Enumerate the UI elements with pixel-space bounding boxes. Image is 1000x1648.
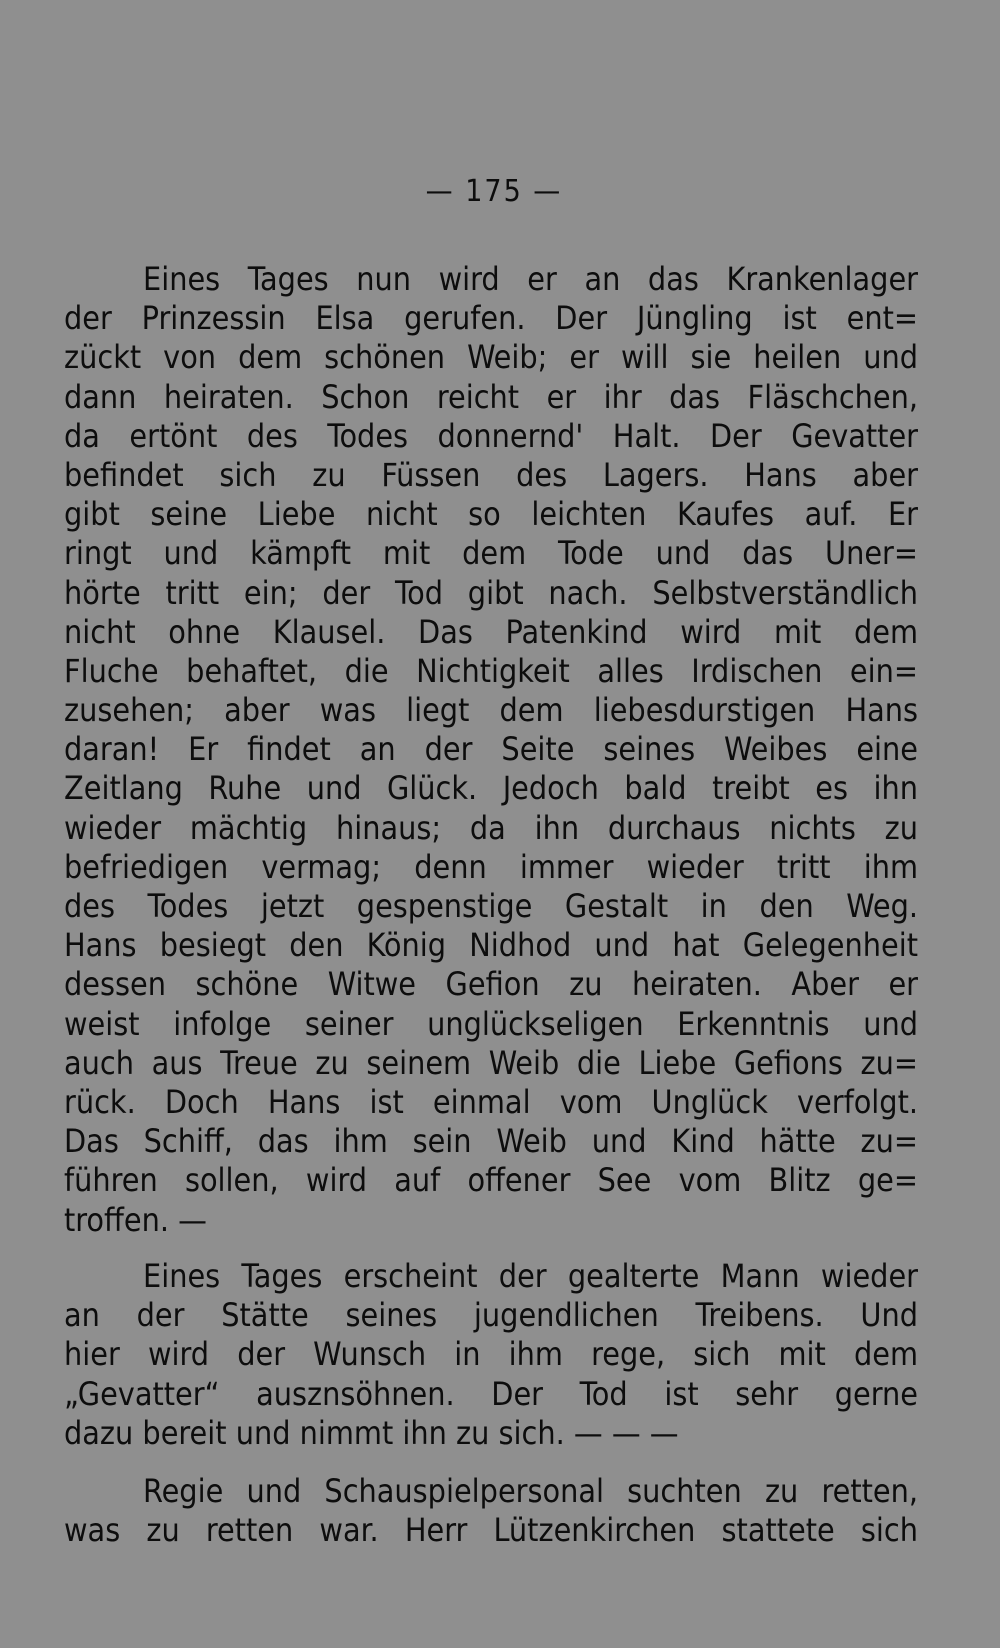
text-line: Das Schiff, das ihm sein Weib und Kind hätte zu= — [64, 1122, 918, 1161]
text-line: an der Stätte seines jugendlichen Treibens. Und — [64, 1296, 918, 1335]
text-line: weist infolge seiner unglückseligen Erkenntnis und — [64, 1004, 918, 1043]
text-line: Regie und Schauspielpersonal suchten zu retten, — [143, 1472, 918, 1510]
text-line: daran! Er findet an der Seite seines Weibes eine — [64, 730, 918, 769]
text-line: da ertönt des Todes donnernd' Halt. Der Gevatter — [64, 416, 918, 455]
text-line: befindet sich zu Füssen des Lagers. Hans aber — [64, 455, 918, 494]
text-line: hier wird der Wunsch in ihm rege, sich mit dem — [64, 1335, 918, 1374]
text-line: des Todes jetzt gespenstige Gestalt in den Weg. — [64, 887, 918, 925]
text-line: Zeitlang Ruhe und Glück. Jedoch bald treibt es ihn — [64, 769, 918, 808]
text-line: zusehen; aber was liegt dem liebesdurstigen Hans — [64, 691, 918, 730]
text-line: Eines Tages erscheint der gealterte Mann wieder — [143, 1257, 918, 1295]
text-line: dessen schöne Witwe Gefion zu heiraten. Aber er — [64, 965, 918, 1004]
text-line: dann heiraten. Schon reicht er ihr das Fläschchen, — [64, 377, 918, 416]
text-line: dazu bereit und nimmt ihn zu sich. — — — — [64, 1413, 679, 1452]
text-line: rück. Doch Hans ist einmal vom Unglück verfolgt. — [64, 1082, 918, 1121]
text-line: auch aus Treue zu seinem Weib die Liebe Gefions zu= — [64, 1043, 918, 1082]
paragraph-2 — [64, 1257, 918, 1453]
text-line: was zu retten war. Herr Lützenkirchen stattete sich — [64, 1511, 918, 1550]
text-line: zückt von dem schönen Weib; er will sie heilen und — [64, 338, 918, 377]
text-line: „Gevatter“ ausznsöhnen. Der Tod ist sehr gerne — [64, 1374, 918, 1413]
page-number: — 175 — — [425, 174, 563, 209]
paragraph-1 — [64, 260, 918, 1240]
text-line: befriedigen vermag; denn immer wieder tritt ihm — [64, 847, 918, 886]
text-line: gibt seine Liebe nicht so leichten Kaufes auf. Er — [64, 495, 918, 534]
text-line: wieder mächtig hinaus; da ihn durchaus nichts zu — [64, 808, 918, 847]
text-line: Hans besiegt den König Nidhod und hat Gelegenheit — [64, 926, 918, 965]
paragraph-3 — [64, 1472, 918, 1550]
text-line: hörte tritt ein; der Tod gibt nach. Selbstverständlich — [64, 573, 918, 612]
text-line: Eines Tages nun wird er an das Krankenlager — [143, 260, 918, 298]
text-line: führen sollen, wird auf offener See vom Blitz ge= — [64, 1161, 918, 1200]
text-line: der Prinzessin Elsa gerufen. Der Jüngling ist ent= — [64, 299, 918, 338]
text-line: troffen. — — [64, 1200, 207, 1239]
text-line: nicht ohne Klausel. Das Patenkind wird mit dem — [64, 612, 918, 651]
text-line: ringt und kämpft mit dem Tode und das Uner= — [64, 534, 918, 573]
text-line: Fluche behaftet, die Nichtigkeit alles Irdischen ein= — [64, 651, 918, 690]
